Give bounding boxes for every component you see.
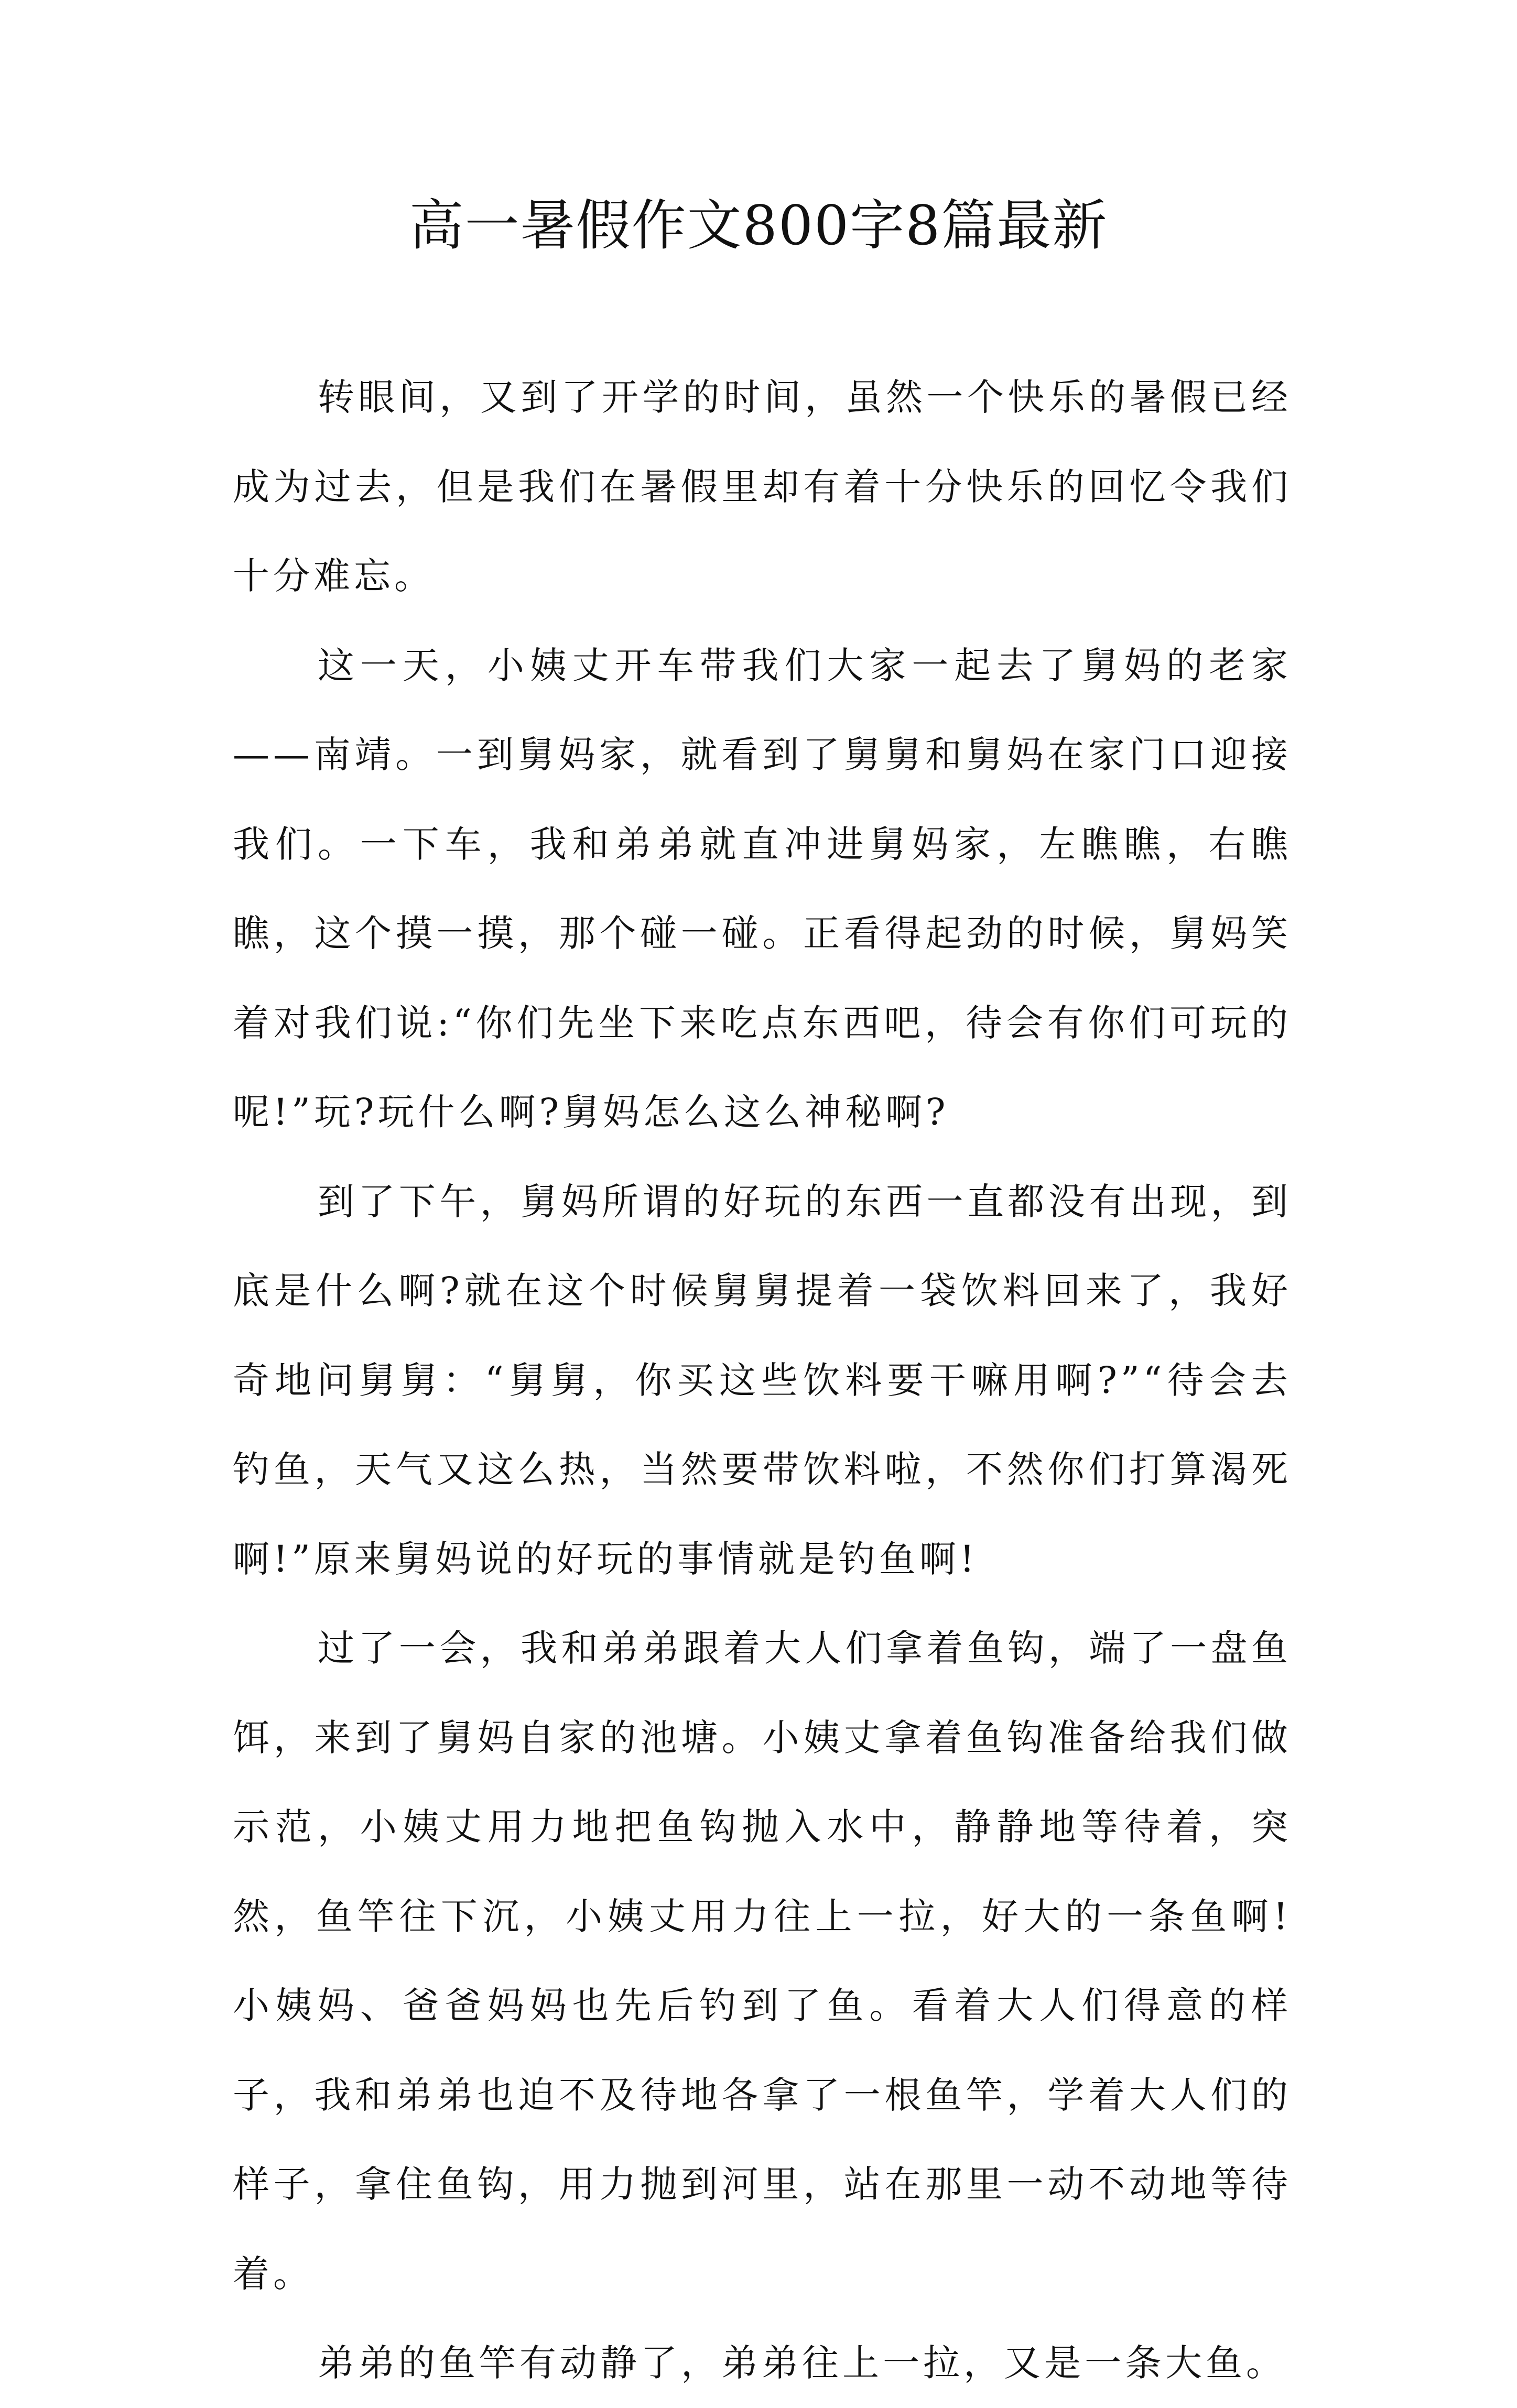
paragraph: 这一天，小姨丈开车带我们大家一起去了舅妈的老家——南靖。一到舅妈家，就看到了舅舅和舅妈在家门口迎接我们。一下车，我和弟弟就直冲进舅妈家，左瞧瞧，右瞧瞧，这个摸一摸，那个碰一碰。正看得起劲的时候，舅妈笑着对我们说:“你们先坐下来吃点东西吧，待会有你们可玩的呢!”玩?玩什么啊?舅妈怎么这么神秘啊?	[233, 644, 1292, 1134]
document-title: 高一暑假作文800字8篇最新	[409, 193, 1108, 257]
paragraph: 弟弟的鱼竿有动静了，弟弟往上一拉，又是一条大鱼。	[318, 2341, 1286, 2384]
paragraph: 到了下午，舅妈所谓的好玩的东西一直都没有出现，到底是什么啊?就在这个时候舅舅提着一袋饮料回来了，我好奇地问舅舅：“舅舅，你买这些饮料要干嘛用啊?”“待会去钓鱼，天气又这么热，当然要带饮料啦，不然你们打算渴死啊!”原来舅妈说的好玩的事情就是钓鱼啊!	[233, 1180, 1292, 1581]
document-body	[233, 353, 1292, 2408]
paragraph: 转眼间，又到了开学的时间，虽然一个快乐的暑假已经成为过去，但是我们在暑假里却有着十分快乐的回忆令我们十分难忘。	[233, 376, 1292, 597]
paragraph: 过了一会，我和弟弟跟着大人们拿着鱼钩，端了一盘鱼饵，来到了舅妈自家的池塘。小姨丈拿着鱼钩准备给我们做示范，小姨丈用力地把鱼钩抛入水中，静静地等待着，突然，鱼竿往下沉，小姨丈用力往上一拉，好大的一条鱼啊!小姨妈、爸爸妈妈也先后钓到了鱼。看着大人们得意的样子，我和弟弟也迫不及待地各拿了一根鱼竿，学着大人们的样子，拿住鱼钩，用力抛到河里，站在那里一动不动地等待着。	[233, 1627, 1292, 2295]
